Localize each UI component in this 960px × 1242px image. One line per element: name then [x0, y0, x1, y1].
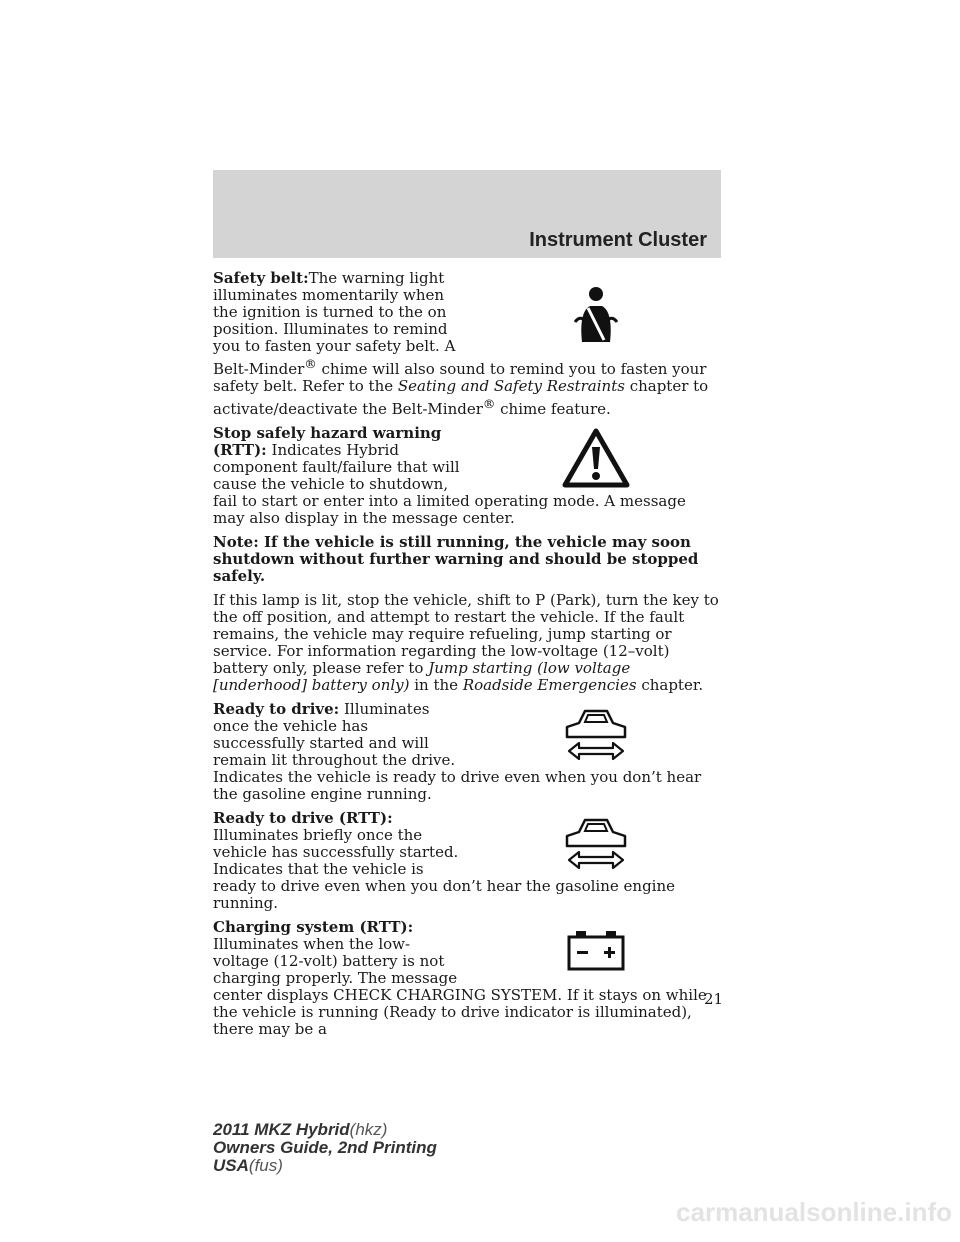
hazard-warning-icon	[471, 427, 721, 489]
ready-to-drive-rtt-label: Ready to drive (RTT):	[213, 809, 393, 827]
page-content	[213, 269, 724, 1045]
battery-icon	[471, 929, 721, 971]
note-paragraph: Note: If the vehicle is still running, the vehicle may soon shutdown without further warning and should be stopped safely.	[213, 533, 699, 585]
lamp-lit-paragraph: If this lamp is lit, stop the vehicle, shift to P (Park), turn the key to the off position, and attempt to restart the vehicle. If the fault remains, the vehicle may require refueling, jump starting or service. For information regarding the low-voltage (12–volt) battery only, please refer to Jump starting (low voltage [underhood] battery only) in the Roadside Emergencies chapter.	[213, 591, 719, 694]
chapter-title: Instrument Cluster	[529, 229, 707, 251]
ready-to-drive-rtt-paragraph: Ready to drive (RTT): Illuminates briefly once the vehicle has successfully started. Indicates that the vehicle is ready to drive even when you don’t hear the gasoline engine running.	[213, 810, 721, 912]
document-footer: 2011 MKZ Hybrid(hkz) Owners Guide, 2nd Printing USA(fus)	[213, 1120, 437, 1175]
chapter-header-bar	[213, 170, 721, 258]
ready-to-drive-label: Ready to drive:	[213, 700, 340, 718]
safety-belt-paragraph: Safety belt:The warning light illuminates momentarily when the ignition is turned to the on position. Illuminates to remind you to fasten your safety belt. A Belt-Minder® chime will also sound to remind you to fasten your safety belt. Refer to the Seating and Safety Restraints chapter to activate/deactivate the Belt-Minder® chime feature.	[213, 270, 721, 418]
seatbelt-icon	[471, 284, 721, 344]
watermark: carmanualsonline.info	[676, 1197, 952, 1227]
ready-to-drive-paragraph: Ready to drive: Illuminates once the vehicle has successfully started and will remain lit throughout the drive. Indicates the vehicle is ready to drive even when you don’t hear the gasoline engine running.	[213, 701, 721, 803]
safety-belt-label: Safety belt:	[213, 269, 309, 287]
charging-system-label: Charging system (RTT):	[213, 918, 414, 936]
stop-safely-label: Stop safely hazard warning (RTT):	[213, 424, 442, 459]
ready-car-icon	[471, 816, 721, 874]
stop-safely-paragraph: Stop safely hazard warning (RTT): Indicates Hybrid component fault/failure that will cause the vehicle to shutdown, fail to start or enter into a limited operating mode. A message may also display in the message center.	[213, 425, 721, 527]
page-number: 21	[704, 990, 724, 1008]
ready-car-icon	[471, 707, 721, 765]
charging-system-paragraph: Charging system (RTT): Illuminates when the low-voltage (12-volt) battery is not charging properly. The message center displays CHECK CHARGING SYSTEM. If it stays on while the vehicle is running (Ready to drive indicator is illuminated), there may be a	[213, 919, 721, 1038]
